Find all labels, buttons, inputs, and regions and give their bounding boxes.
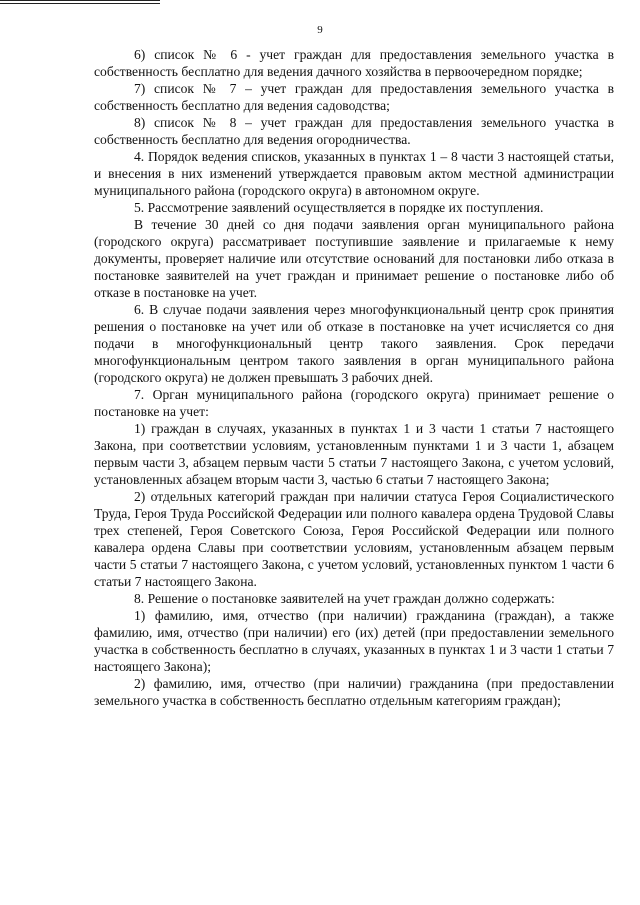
paragraph-list-7: 7) список № 7 – учет граждан для предоставления земельного участка в собственность бесплатно для ведения садоводства; [94,81,614,113]
paragraph-clause-7: 7. Орган муниципального района (городского округа) принимает решение о постановке на учет: [94,387,614,419]
paragraph-list-8: 8) список № 8 – учет граждан для предоставления земельного участка в собственность бесплатно для ведения огородничества. [94,115,614,147]
paragraph-clause-6: 6. В случае подачи заявления через многофункциональный центр срок принятия решения о постановке на учет или об отказе в постановке на учет исчисляется со дня подачи в многофункциональный центр такого заявления. Срок передачи многофункциональным центром такого заявления в орган муниципального района (городского округа) не должен превышать 3 рабочих дней. [94,302,614,385]
paragraph-clause-8-item-2: 2) фамилию, имя, отчество (при наличии) гражданина (при предоставлении земельного участка в собственность бесплатно отдельным категориям граждан); [94,676,614,708]
header-rule [0,0,160,4]
page-number: 9 [317,24,323,36]
paragraph-clause-4: 4. Порядок ведения списков, указанных в пунктах 1 – 8 части 3 настоящей статьи, и внесения в них изменений утверждается правовым актом местной администрации муниципального района (городского округа) в автономном округе. [94,149,614,198]
document-body [94,46,614,709]
paragraph-clause-5: 5. Рассмотрение заявлений осуществляется в порядке их поступления. [134,200,544,215]
paragraph-clause-8: 8. Решение о постановке заявителей на учет граждан должно содержать: [134,591,555,606]
paragraph-clause-7-item-2: 2) отдельных категорий граждан при наличии статуса Героя Социалистического Труда, Героя Труда Российской Федерации или полного кавалера ордена Трудовой Славы трех степеней, Героя Советского Союза, Героя Российской Федерации или полного кавалера ордена Славы при соответствии условиям, установленным абзацем первым части 5 статьи 7 настоящего Закона, с учетом условий, установленных пунктом 1 части 6 статьи 7 настоящего Закона. [94,489,614,589]
paragraph-clause-8-item-1: 1) фамилию, имя, отчество (при наличии) гражданина (граждан), а также фамилию, имя, отчество (при наличии) его (их) детей (при предоставлении земельного участка в собственность бесплатно в случаях, указанных в пунктах 1 и 3 части 1 статьи 7 настоящего Закона); [94,608,614,674]
paragraph-review-period: В течение 30 дней со дня подачи заявления орган муниципального района (городского округа) рассматривает поступившие заявление и прилагаемые к нему документы, проверяет наличие или отсутствие оснований для постановки либо отказа в постановке заявителей на учет граждан и принимает решение о постановке либо об отказе в постановке на учет. [94,217,614,300]
paragraph-list-6: 6) список № 6 - учет граждан для предоставления земельного участка в собственность бесплатно для ведения дачного хозяйства в первоочередном порядке; [94,47,614,79]
paragraph-clause-7-item-1: 1) граждан в случаях, указанных в пунктах 1 и 3 части 1 статьи 7 настоящего Закона, при соответствии условиям, установленным пунктами 1 и 3 части 1, абзацем первым части 3, абзацем первым части 5 статьи 7 настоящего Закона, с учетом условий, установленных абзацем вторым части 3, частью 6 статьи 7 настоящего Закона; [94,421,614,487]
